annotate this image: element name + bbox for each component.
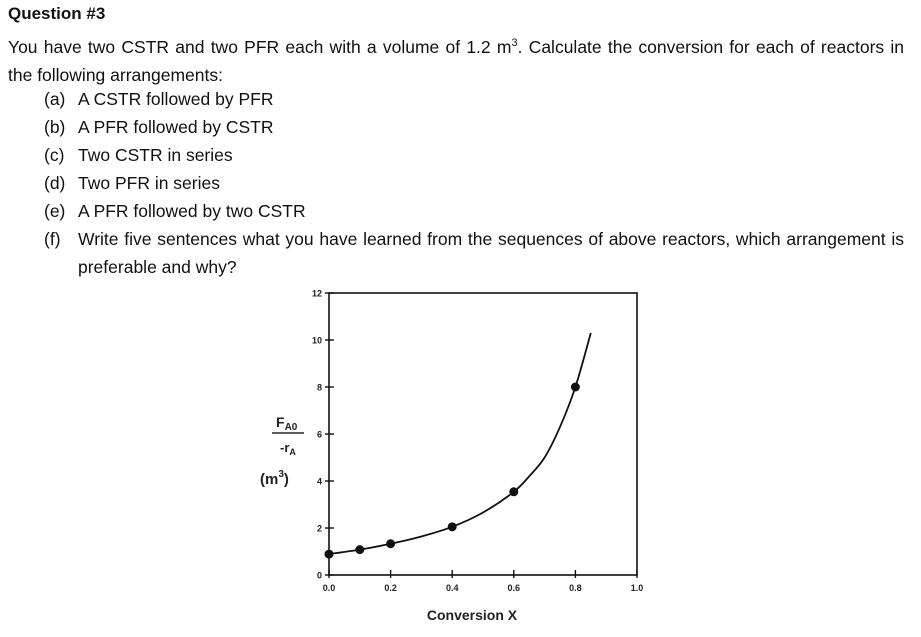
question-parts-list: [44, 85, 904, 281]
y-label-numerator: $F_{A0}$: [276, 414, 298, 433]
question-part: [44, 169, 904, 197]
levenspiel-plot: [250, 282, 670, 632]
data-point: [325, 550, 334, 559]
part-text: A PFR followed by two CSTR: [78, 201, 306, 221]
question-intro: [8, 29, 904, 89]
y-tick-label: 6: [316, 429, 322, 440]
intro-text-start: You have two CSTR and two PFR each with a volume of 1.2 m: [8, 36, 512, 57]
part-label: (d): [44, 173, 66, 193]
data-point: [509, 487, 518, 496]
question-part: [44, 85, 904, 113]
question-part: [44, 197, 904, 225]
part-text: A PFR followed by CSTR: [78, 117, 274, 137]
data-point: [571, 383, 580, 392]
data-points: [325, 383, 580, 559]
part-text: Two CSTR in series: [78, 145, 233, 165]
y-label-units: $(m^3)$: [260, 469, 289, 488]
part-label: (e): [44, 201, 66, 221]
part-label: (a): [44, 89, 66, 109]
y-tick-label: 0: [316, 570, 322, 581]
x-tick-label: 0.4: [445, 583, 459, 593]
intro-text-end: . Calculate the conversion for each of reactors in the following arrangements:: [8, 36, 904, 85]
question-part: [44, 141, 904, 169]
y-tick-label: 12: [311, 288, 322, 299]
question-title: Question #3: [8, 4, 106, 23]
part-label: (f): [44, 229, 61, 249]
data-point: [448, 522, 457, 531]
y-label-denominator: $-r_A$: [280, 440, 296, 457]
data-curve: [329, 333, 591, 554]
x-tick-label: 1.0: [630, 583, 644, 593]
part-label: (c): [44, 145, 65, 165]
x-axis-label: Conversion X: [426, 607, 518, 623]
x-axis-ticks: [323, 570, 644, 593]
y-tick-label: 10: [311, 335, 322, 346]
y-tick-label: 4: [316, 476, 322, 487]
y-tick-label: 8: [316, 382, 322, 393]
y-axis-label: [260, 414, 304, 488]
question-part: [44, 225, 904, 281]
part-text: A CSTR followed by PFR: [78, 89, 274, 109]
x-tick-label: 0.8: [569, 583, 582, 593]
x-tick-label: 0.6: [507, 583, 521, 593]
data-point: [386, 539, 395, 548]
data-point: [355, 545, 364, 554]
part-label: (b): [44, 117, 66, 137]
y-tick-label: 2: [316, 523, 322, 534]
levenspiel-plot-figure: [250, 282, 670, 632]
question-part: [44, 113, 904, 141]
y-axis-ticks: [312, 289, 334, 581]
part-text: Two PFR in series: [78, 173, 220, 193]
x-tick-label: 0.0: [322, 583, 336, 593]
x-tick-label: 0.2: [384, 583, 397, 593]
part-text: Write five sentences what you have learned from the sequences of above reactors, which arrangement is preferable and why?: [78, 229, 904, 277]
intro-superscript: 3: [511, 37, 518, 49]
